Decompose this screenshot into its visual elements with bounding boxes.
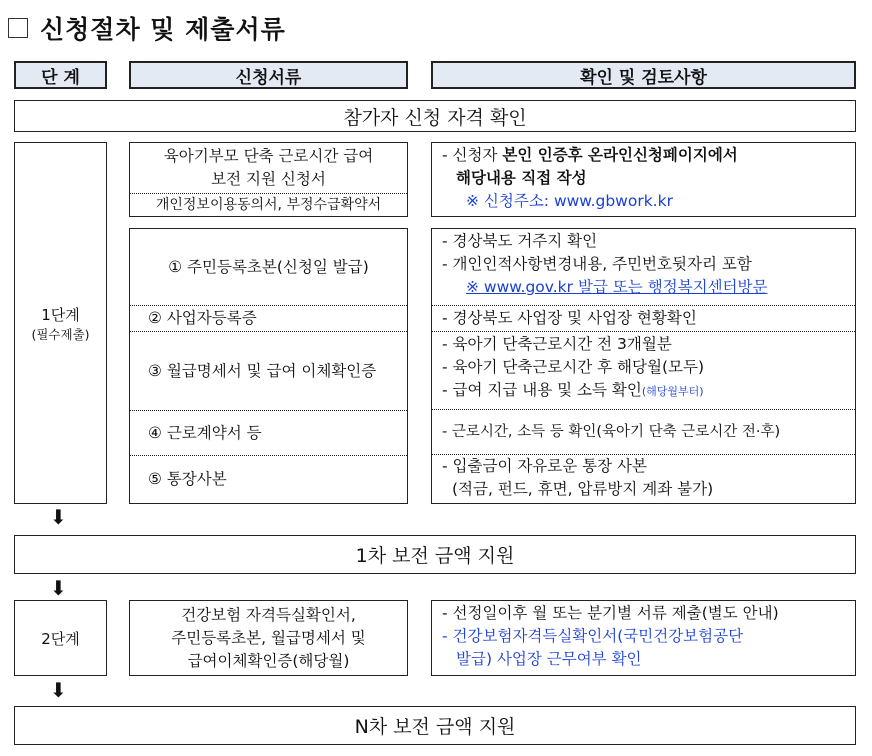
check-work-hours-income: - 근로시간, 소득 등 확인(육아기 단축 근로시간 전·후)	[442, 423, 781, 440]
stage-2-check-line1: - 선정일이후 월 또는 분기별 서류 제출(별도 안내)	[442, 604, 779, 622]
page-title-text: 신청절차 및 제출서류	[40, 15, 286, 44]
application-form-line2: 보전 지원 신청서	[211, 170, 326, 188]
application-check-bold2: 해당내용 직접 작성	[456, 169, 587, 187]
stage-2-docs-cell	[129, 600, 408, 676]
step-bar-nth-payment: N차 보전 금액 지원	[14, 706, 856, 745]
stage-2-check-line3: 발급) 사업장 근무여부 확인	[456, 650, 642, 668]
stage-2-doc-line3: 급여이체확인증(해당월)	[187, 651, 350, 670]
step-bar-eligibility: 참가자 신청 자격 확인	[14, 100, 856, 132]
doc-employment-contract: ④ 근로계약서 등	[130, 410, 407, 455]
doc-bankbook-copy: ⑤ 통장사본	[130, 455, 407, 503]
stage-1-sublabel: (필수제출)	[31, 326, 90, 342]
header-stage: 단 계	[14, 61, 107, 89]
checkbox-square-icon	[8, 18, 28, 38]
check-business-site: - 경상북도 사업장 및 사업장 현황확인	[442, 309, 697, 327]
page-title	[8, 8, 286, 48]
application-check-cell	[431, 142, 856, 217]
step-bar-first-payment: 1차 보전 금액 지원	[14, 535, 856, 574]
check-3-months-before: - 육아기 단축근로시간 전 3개월분	[442, 335, 672, 353]
application-form-line1: 육아기부모 단축 근로시간 급여	[163, 147, 374, 165]
application-check-prefix: - 신청자	[442, 146, 503, 164]
check-bank-account: - 입출금이 자유로운 통장 사본	[442, 457, 647, 475]
arrow-down-icon: ⬇	[50, 576, 67, 600]
required-docs-check-cell	[431, 228, 856, 504]
application-url-link[interactable]: ※ 신청주소: www.gbwork.kr	[466, 192, 673, 210]
arrow-down-icon: ⬇	[50, 678, 67, 702]
stage-2-cell	[14, 600, 107, 676]
stage-2-check-line2: - 건강보험자격득실확인서(국민건강보험공단	[442, 627, 744, 645]
check-account-exclusions: (적금, 펀드, 휴면, 압류방지 계좌 불가)	[452, 480, 714, 498]
arrow-down-icon: ⬇	[50, 505, 67, 529]
check-salary-income: - 급여 지급 내용 및 소득 확인	[442, 381, 642, 399]
doc-resident-abstract: ① 주민등록초본(신청일 발급)	[168, 257, 369, 276]
doc-payslip-transfer: ③ 월급명세서 및 급여 이체확인증	[130, 331, 407, 410]
check-personal-changes: - 개인인적사항변경내용, 주민번호뒷자리 포함	[442, 255, 752, 273]
stage-2-doc-line2: 주민등록초본, 월급명세서 및	[171, 628, 366, 647]
stage-2-check-cell	[431, 600, 856, 676]
application-form-cell	[129, 142, 408, 217]
check-months-after: - 육아기 단축근로시간 후 해당월(모두)	[442, 358, 704, 376]
consent-forms-label: 개인정보이용동의서, 부정수급확약서	[155, 197, 382, 213]
header-documents: 신청서류	[129, 61, 408, 89]
gov-kr-issue-link[interactable]: ※ www.gov.kr 발급 또는 행정복지센터방문	[466, 278, 768, 296]
check-residence: - 경상북도 거주지 확인	[442, 232, 598, 250]
doc-business-registration: ② 사업자등록증	[130, 305, 407, 331]
application-check-bold1: 본인 인증후 온라인신청페이지에서	[502, 146, 738, 164]
header-check-items: 확인 및 검토사항	[431, 61, 856, 89]
stage-2-label: 2단계	[41, 629, 80, 648]
required-docs-cell	[129, 228, 408, 504]
stage-1-label: 1단계	[41, 305, 80, 324]
check-salary-note: (해당월부터)	[641, 385, 704, 398]
stage-1-cell	[14, 142, 107, 504]
stage-2-doc-line1: 건강보험 자격득실확인서,	[181, 605, 356, 624]
